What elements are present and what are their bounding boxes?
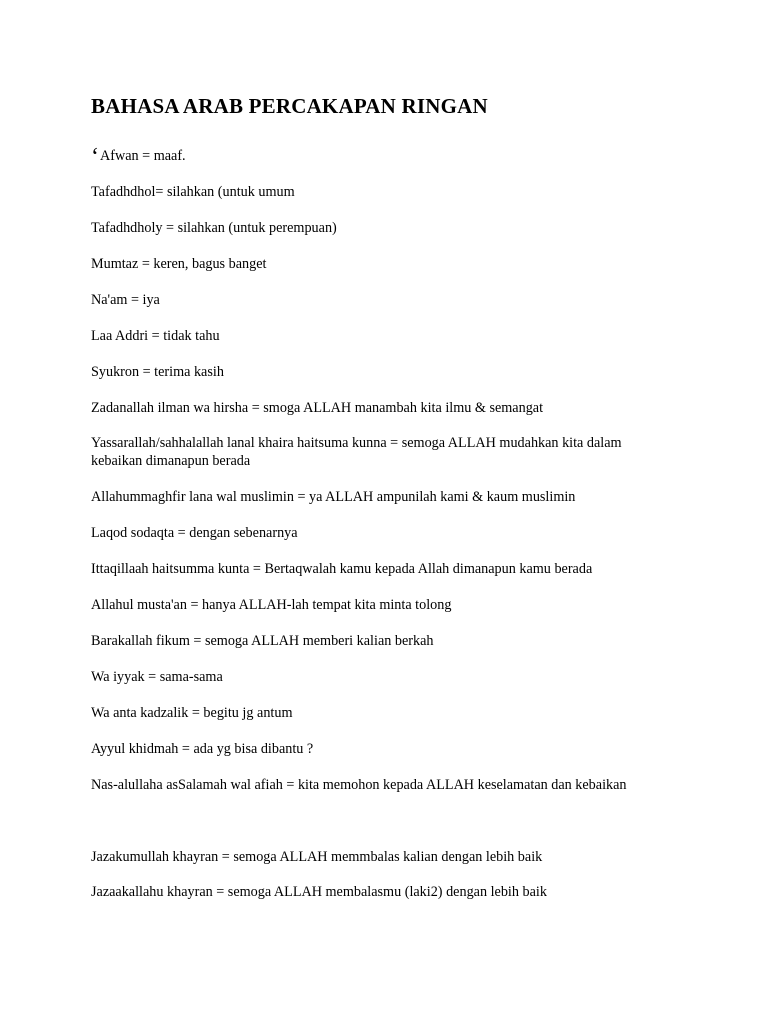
- opening-quote-mark: ‘: [91, 144, 99, 170]
- entry-tafadhdholy: Tafadhdholy = silahkan (untuk perempuan): [91, 220, 337, 236]
- entry-mumtaz: Mumtaz = keren, bagus banget: [91, 256, 267, 272]
- entry-ittaqillaah: Ittaqillaah haitsumma kunta = Bertaqwalah kamu kepada Allah dimanapun kamu berada: [91, 561, 593, 577]
- entry-jazaakallahu: Jazaakallahu khayran = semoga ALLAH membalasmu (laki2) dengan lebih baik: [91, 884, 547, 900]
- entry-zadanallah: Zadanallah ilman wa hirsha = smoga ALLAH manambah kita ilmu & semangat: [91, 400, 544, 416]
- entry-naam: Na'am = iya: [91, 292, 160, 308]
- entry-laa-addri: Laa Addri = tidak tahu: [91, 328, 220, 344]
- entry-allahummaghfir: Allahummaghfir lana wal muslimin = ya ALLAH ampunilah kami & kaum muslimin: [91, 489, 576, 505]
- entry-tafadhdhol: Tafadhdhol= silahkan (untuk umum: [91, 184, 295, 200]
- entry-jazakumullah: Jazakumullah khayran = semoga ALLAH memmbalas kalian dengan lebih baik: [91, 849, 543, 865]
- document-title: BAHASA ARAB PERCAKAPAN RINGAN: [91, 94, 488, 118]
- entry-afwan-text: Afwan = maaf.: [100, 148, 186, 164]
- entry-allahul-mustaan: Allahul musta'an = hanya ALLAH-lah tempat kita minta tolong: [91, 597, 452, 613]
- entry-afwan: [91, 144, 186, 170]
- entry-syukron: Syukron = terima kasih: [91, 364, 224, 380]
- entry-nas-alullaha: Nas-alullaha asSalamah wal afiah = kita memohon kepada ALLAH keselamatan dan kebaikan: [91, 777, 627, 793]
- entry-wa-iyyak: Wa iyyak = sama-sama: [91, 669, 223, 685]
- entry-yassarallah: Yassarallah/sahhalallah lanal khaira haitsuma kunna = semoga ALLAH mudahkan kita dalam kebaikan dimanapun berada: [91, 435, 622, 469]
- entry-ayyul-khidmah: Ayyul khidmah = ada yg bisa dibantu ?: [91, 741, 314, 757]
- entry-laqod-sodaqta: Laqod sodaqta = dengan sebenarnya: [91, 525, 298, 541]
- entry-barakallah: Barakallah fikum = semoga ALLAH memberi kalian berkah: [91, 633, 434, 649]
- entry-wa-anta-kadzalik: Wa anta kadzalik = begitu jg antum: [91, 705, 293, 721]
